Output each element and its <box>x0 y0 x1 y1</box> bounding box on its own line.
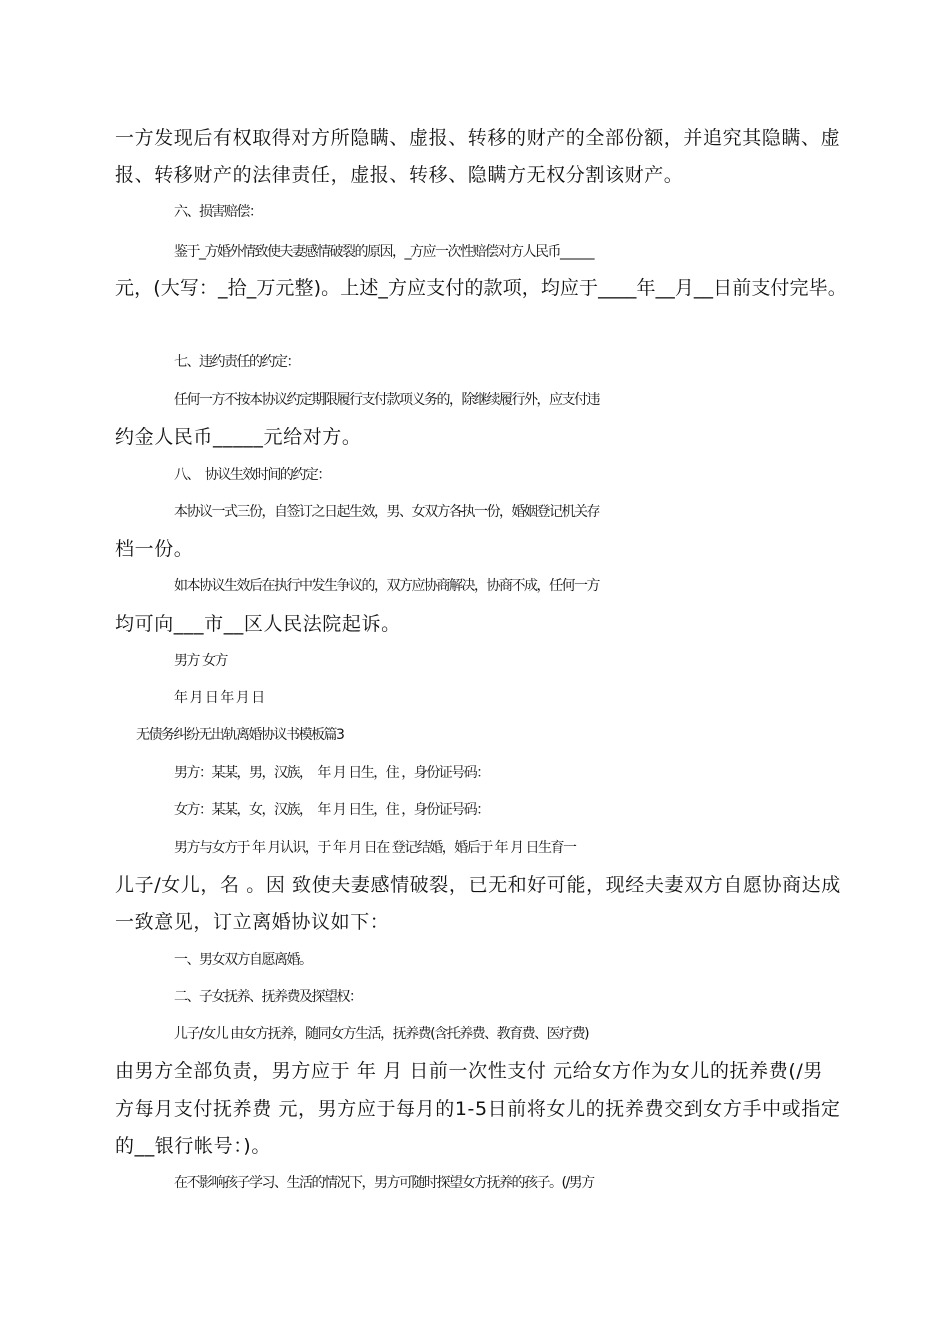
text-line: 档一份。 <box>115 538 194 560</box>
text-line: 在不影响孩子学习、生活的情况下，男方可随时探望女方抚养的孩子。(/男方 <box>174 1175 594 1191</box>
text-line: 儿子/女儿，名 。因 致使夫妻感情破裂，已无和好可能，现经夫妻双方自愿协商达成 <box>115 874 841 896</box>
text-line: 儿子/女儿 由女方抚养，随同女方生活，抚养费(含托养费、教育费、医疗费) <box>174 1026 589 1042</box>
section-heading: 六、损害赔偿： <box>174 204 262 220</box>
text-line: 约金人民币_____元给对方。 <box>115 426 362 448</box>
text-line: 任何一方不按本协议约定期限履行支付款项义务的，除继续履行外，应支付违 <box>174 392 599 408</box>
text-line: 鉴于_方婚外情致使夫妻感情破裂的原因，_方应一次性赔偿对方人民币______ <box>174 244 593 260</box>
text-line: 如本协议生效后在执行中发生争议的，双方应协商解决，协商不成，任何一方 <box>174 578 599 594</box>
document-title: 无债务纠纷无出轨离婚协议书模板篇3 <box>136 727 344 743</box>
text-line: 男方：某某，男，汉族， 年 月 日生，住 ，身份证号码： <box>174 765 489 781</box>
section-heading: 八、 协议生效时间的约定： <box>174 467 330 483</box>
text-line: 一方发现后有权取得对方所隐瞒、虚报、转移的财产的全部份额，并追究其隐瞒、虚 <box>115 127 841 149</box>
text-line: 男方与女方于 年 月认识，于 年 月 日在 登记结婚，婚后于 年 月 日生育一 <box>174 840 576 856</box>
text-line: 报、转移财产的法律责任，虚报、转移、隐瞒方无权分割该财产。 <box>115 164 684 186</box>
text-line: 方每月支付抚养费 元，男方应于每月的1-5日前将女儿的抚养费交到女方手中或指定 <box>115 1098 841 1120</box>
text-line: 的__银行帐号：)。 <box>115 1135 271 1157</box>
section-heading: 一、男女双方自愿离婚。 <box>174 952 312 968</box>
text-line: 均可向___市__区人民法院起诉。 <box>115 613 401 635</box>
text-line: 一致意见，订立离婚协议如下： <box>115 911 390 933</box>
text-line: 由男方全部负责，男方应于 年 月 日前一次性支付 元给女方作为女儿的抚养费(/男 <box>115 1060 823 1082</box>
text-line: 女方：某某，女，汉族， 年 月 日生，住 ，身份证号码： <box>174 802 489 818</box>
signature-parties: 男方 女方 <box>174 653 227 669</box>
signature-dates: 年 月 日 年 月 日 <box>174 690 264 706</box>
section-heading: 七、违约责任的约定： <box>174 354 299 370</box>
text-line: 元，(大写：_拾_万元整)。上述_方应支付的款项，均应于____年__月__日前支付完毕。 <box>115 277 847 299</box>
text-line: 本协议一式三份，自签订之日起生效，男、女双方各执一份，婚姻登记机关存 <box>174 504 599 520</box>
section-heading: 二、子女抚养、抚养费及探望权： <box>174 989 362 1005</box>
